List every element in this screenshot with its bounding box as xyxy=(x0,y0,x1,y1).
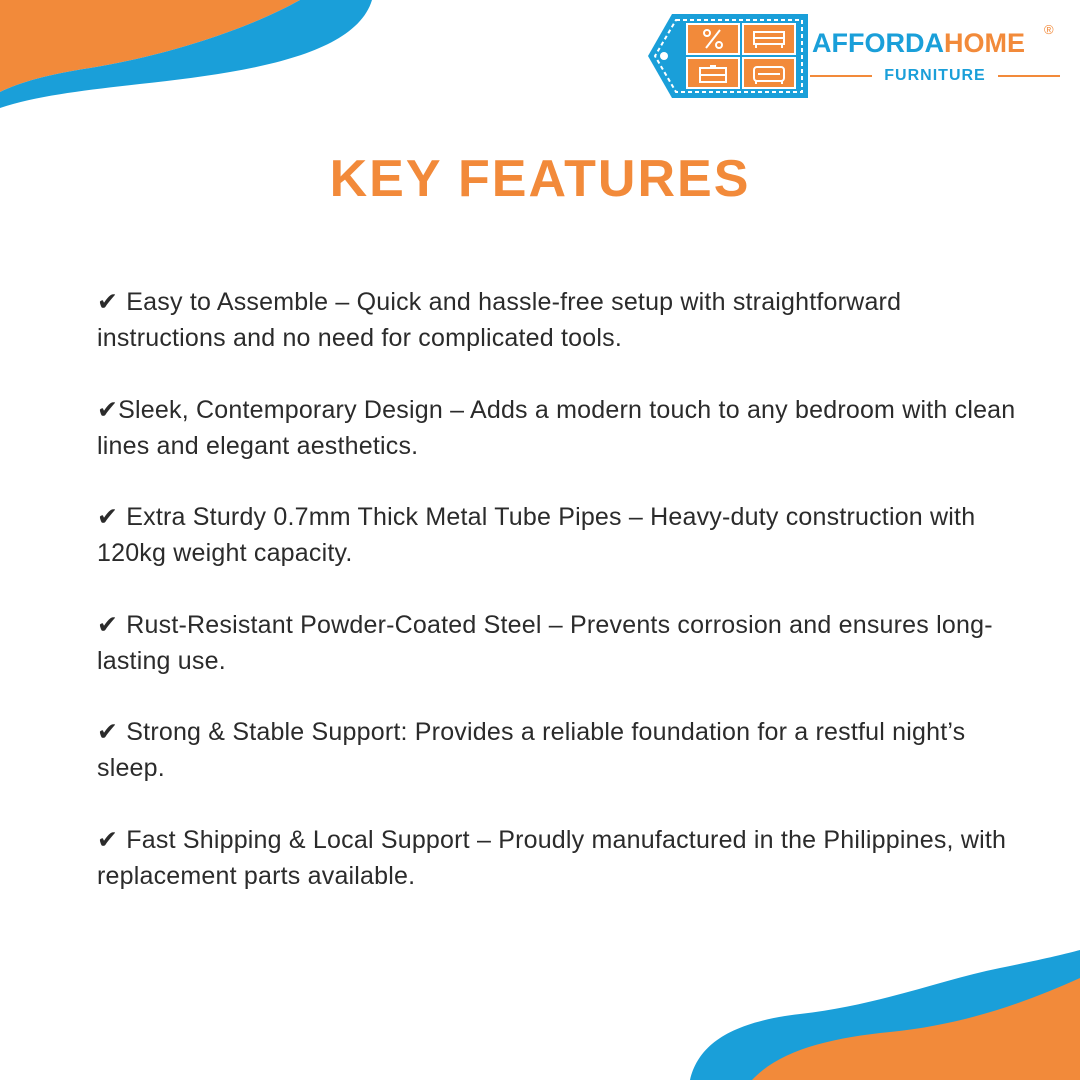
feature-item xyxy=(97,822,1027,894)
bottom-right-wave-decoration xyxy=(690,950,1080,1080)
feature-text: Rust-Resistant Powder-Coated Steel – Prevents corrosion and ensures long-lasting use. xyxy=(97,610,993,675)
registered-mark: ® xyxy=(1044,22,1054,37)
feature-item xyxy=(97,392,1027,464)
page-title: KEY FEATURES xyxy=(329,150,751,208)
feature-text: Fast Shipping & Local Support – Proudly manufactured in the Philippines, with replacement parts available. xyxy=(97,825,1007,890)
checkmark-icon: ✔ xyxy=(97,287,127,316)
feature-text: Easy to Assemble – Quick and hassle-free setup with straightforward instructions and no need for complicated tools. xyxy=(97,288,902,352)
checkmark-icon: ✔ xyxy=(97,502,127,531)
brand-subtitle: FURNITURE xyxy=(884,67,986,84)
feature-text: Extra Sturdy 0.7mm Thick Metal Tube Pipes – Heavy-duty construction with 120kg weight capacity. xyxy=(97,503,976,567)
checkmark-icon: ✔ xyxy=(97,717,127,746)
feature-item xyxy=(97,284,1027,356)
feature-list xyxy=(97,284,1027,929)
brand-subtitle-row xyxy=(810,66,1060,86)
feature-item xyxy=(97,499,1027,571)
subtitle-divider-left xyxy=(810,75,872,77)
checkmark-icon: ✔ xyxy=(97,609,127,639)
brand-name-part1: AFFORDA xyxy=(812,28,944,58)
feature-item xyxy=(97,714,1027,786)
logo-tag-emblem xyxy=(646,12,810,102)
feature-text: Strong & Stable Support: Provides a reliable foundation for a restful night’s sleep. xyxy=(97,718,966,782)
feature-item xyxy=(97,607,1027,679)
checkmark-icon: ✔ xyxy=(97,394,119,424)
top-left-wave-decoration xyxy=(0,0,380,115)
subtitle-divider-right xyxy=(998,75,1060,77)
brand-name-part2: HOME xyxy=(943,28,1025,58)
affordahome-logo xyxy=(646,12,1066,102)
brand-name xyxy=(812,30,1025,57)
checkmark-icon: ✔ xyxy=(97,824,127,854)
feature-text: Sleek, Contemporary Design – Adds a modern touch to any bedroom with clean lines and elegant aesthetics. xyxy=(97,395,1016,460)
